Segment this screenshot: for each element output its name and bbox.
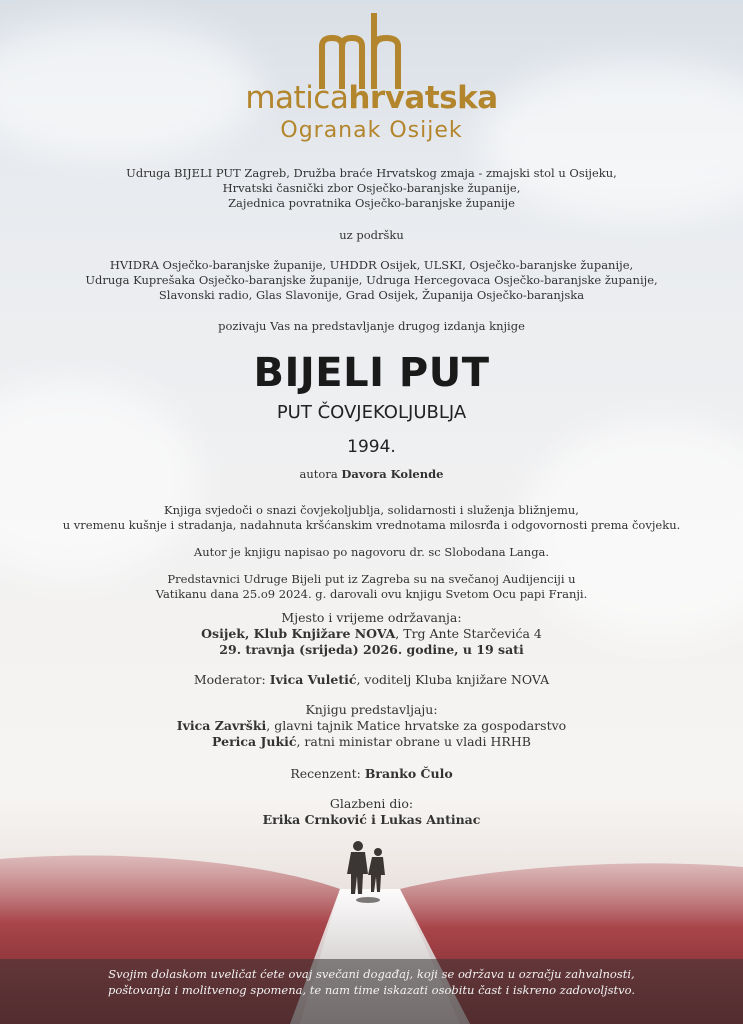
- presenters-label: Knjigu predstavljaju:: [305, 702, 438, 717]
- presenter-1: [0, 718, 743, 734]
- organizers-line: Zajednica povratnika Osječko-baranjske županije: [228, 196, 515, 210]
- event-venue-address: , Trg Ante Starčevića 4: [395, 626, 542, 641]
- organizers-line: Hrvatski časnički zbor Osječko-baranjske županije,: [222, 181, 521, 195]
- book-title: BIJELI PUT: [253, 350, 490, 396]
- soldiers-silhouette: [338, 838, 398, 908]
- supporters-line: Slavonski radio, Glas Slavonije, Grad Osijek, Županija Osječko-baranjska: [158, 288, 585, 302]
- music-performers: Erika Crnković i Lukas Antinac: [262, 812, 481, 827]
- vatican-line: Vatikanu dana 25.o9 2024. g. darovali ovu knjigu Svetom Ocu papi Franji.: [155, 587, 588, 601]
- closing-line: poštovanja i molitvenog spomena, te nam time iskazati osobitu čast i iskreno zadovoljstvo.: [107, 983, 636, 997]
- vatican-line: Predstavnici Udruge Bijeli put iz Zagreba su na svečanoj Audijenciji u: [167, 572, 576, 586]
- moderator-name: Ivica Vuletić: [269, 672, 357, 687]
- event-venue-name: Osijek, Klub Knjižare NOVA: [201, 626, 396, 641]
- reviewer-label: Recenzent:: [290, 766, 365, 781]
- reviewer: [0, 766, 743, 782]
- moderator: [0, 672, 743, 688]
- music-label: Glazbeni dio:: [329, 796, 414, 811]
- reviewer-name: Branko Čulo: [364, 766, 453, 781]
- moderator-role: , voditelj Kluba knjižare NOVA: [356, 672, 550, 687]
- presenter-role: , glavni tajnik Matice hrvatske za gospodarstvo: [266, 718, 567, 733]
- organization-name-bold: hrvatska: [348, 80, 498, 116]
- book-year: 1994.: [347, 437, 396, 457]
- event-date: 29. travnja (srijeda) 2026. godine, u 19 sati: [219, 642, 524, 657]
- author-prefix: autora: [299, 467, 338, 481]
- presenter-role: , ratni ministar obrane u vladi HRHB: [296, 734, 531, 749]
- book-subtitle: PUT ČOVJEKOLJUBLJA: [276, 402, 467, 423]
- matica-hrvatska-logo-icon: [316, 12, 416, 90]
- author-name: Davora Kolende: [341, 467, 444, 481]
- organization-name: [0, 80, 743, 116]
- support-label: uz podršku: [339, 228, 404, 242]
- organizers-line: Udruga BIJELI PUT Zagreb, Družba braće Hrvatskog zmaja - zmajski stol u Osijeku,: [126, 166, 617, 180]
- event-venue: [0, 626, 743, 642]
- closing-message: [0, 966, 743, 998]
- presenter-2: [0, 734, 743, 750]
- organization-name-light: matica: [245, 80, 349, 116]
- organization-branch: Ogranak Osijek: [280, 118, 463, 143]
- supporters-line: HVIDRA Osječko-baranjske županije, UHDDR Osijek, ULSKI, Osječko-baranjske županije,: [109, 258, 634, 272]
- presenter-name: Perica Jukić: [212, 734, 297, 749]
- description-line: Knjiga svjedoči o snazi čovjekoljublja, solidarnosti i služenja bližnjemu,: [164, 503, 579, 517]
- supporters-line: Udruga Kuprešaka Osječko-baranjske županije, Udruga Hercegovaca Osječko-baranjske županije,: [85, 273, 658, 287]
- description-line: u vremenu kušnje i stradanja, nadahnuta kršćanskim vrednotama milosrđa i odgovornosti prema čovjeku.: [62, 518, 681, 532]
- closing-line: Svojim dolaskom uveličat ćete ovaj svečani događaj, koji se održava u ozračju zahvalnosti,: [108, 967, 635, 981]
- book-author: [0, 467, 743, 482]
- presenter-name: Ivica Završki: [176, 718, 267, 733]
- moderator-label: Moderator:: [193, 672, 270, 687]
- author-note: Autor je knjigu napisao po nagovoru dr. sc Slobodana Langa.: [193, 545, 550, 559]
- invitation-text: pozivaju Vas na predstavljanje drugog izdanja knjige: [218, 319, 525, 333]
- event-label: Mjesto i vrijeme održavanja:: [281, 610, 462, 625]
